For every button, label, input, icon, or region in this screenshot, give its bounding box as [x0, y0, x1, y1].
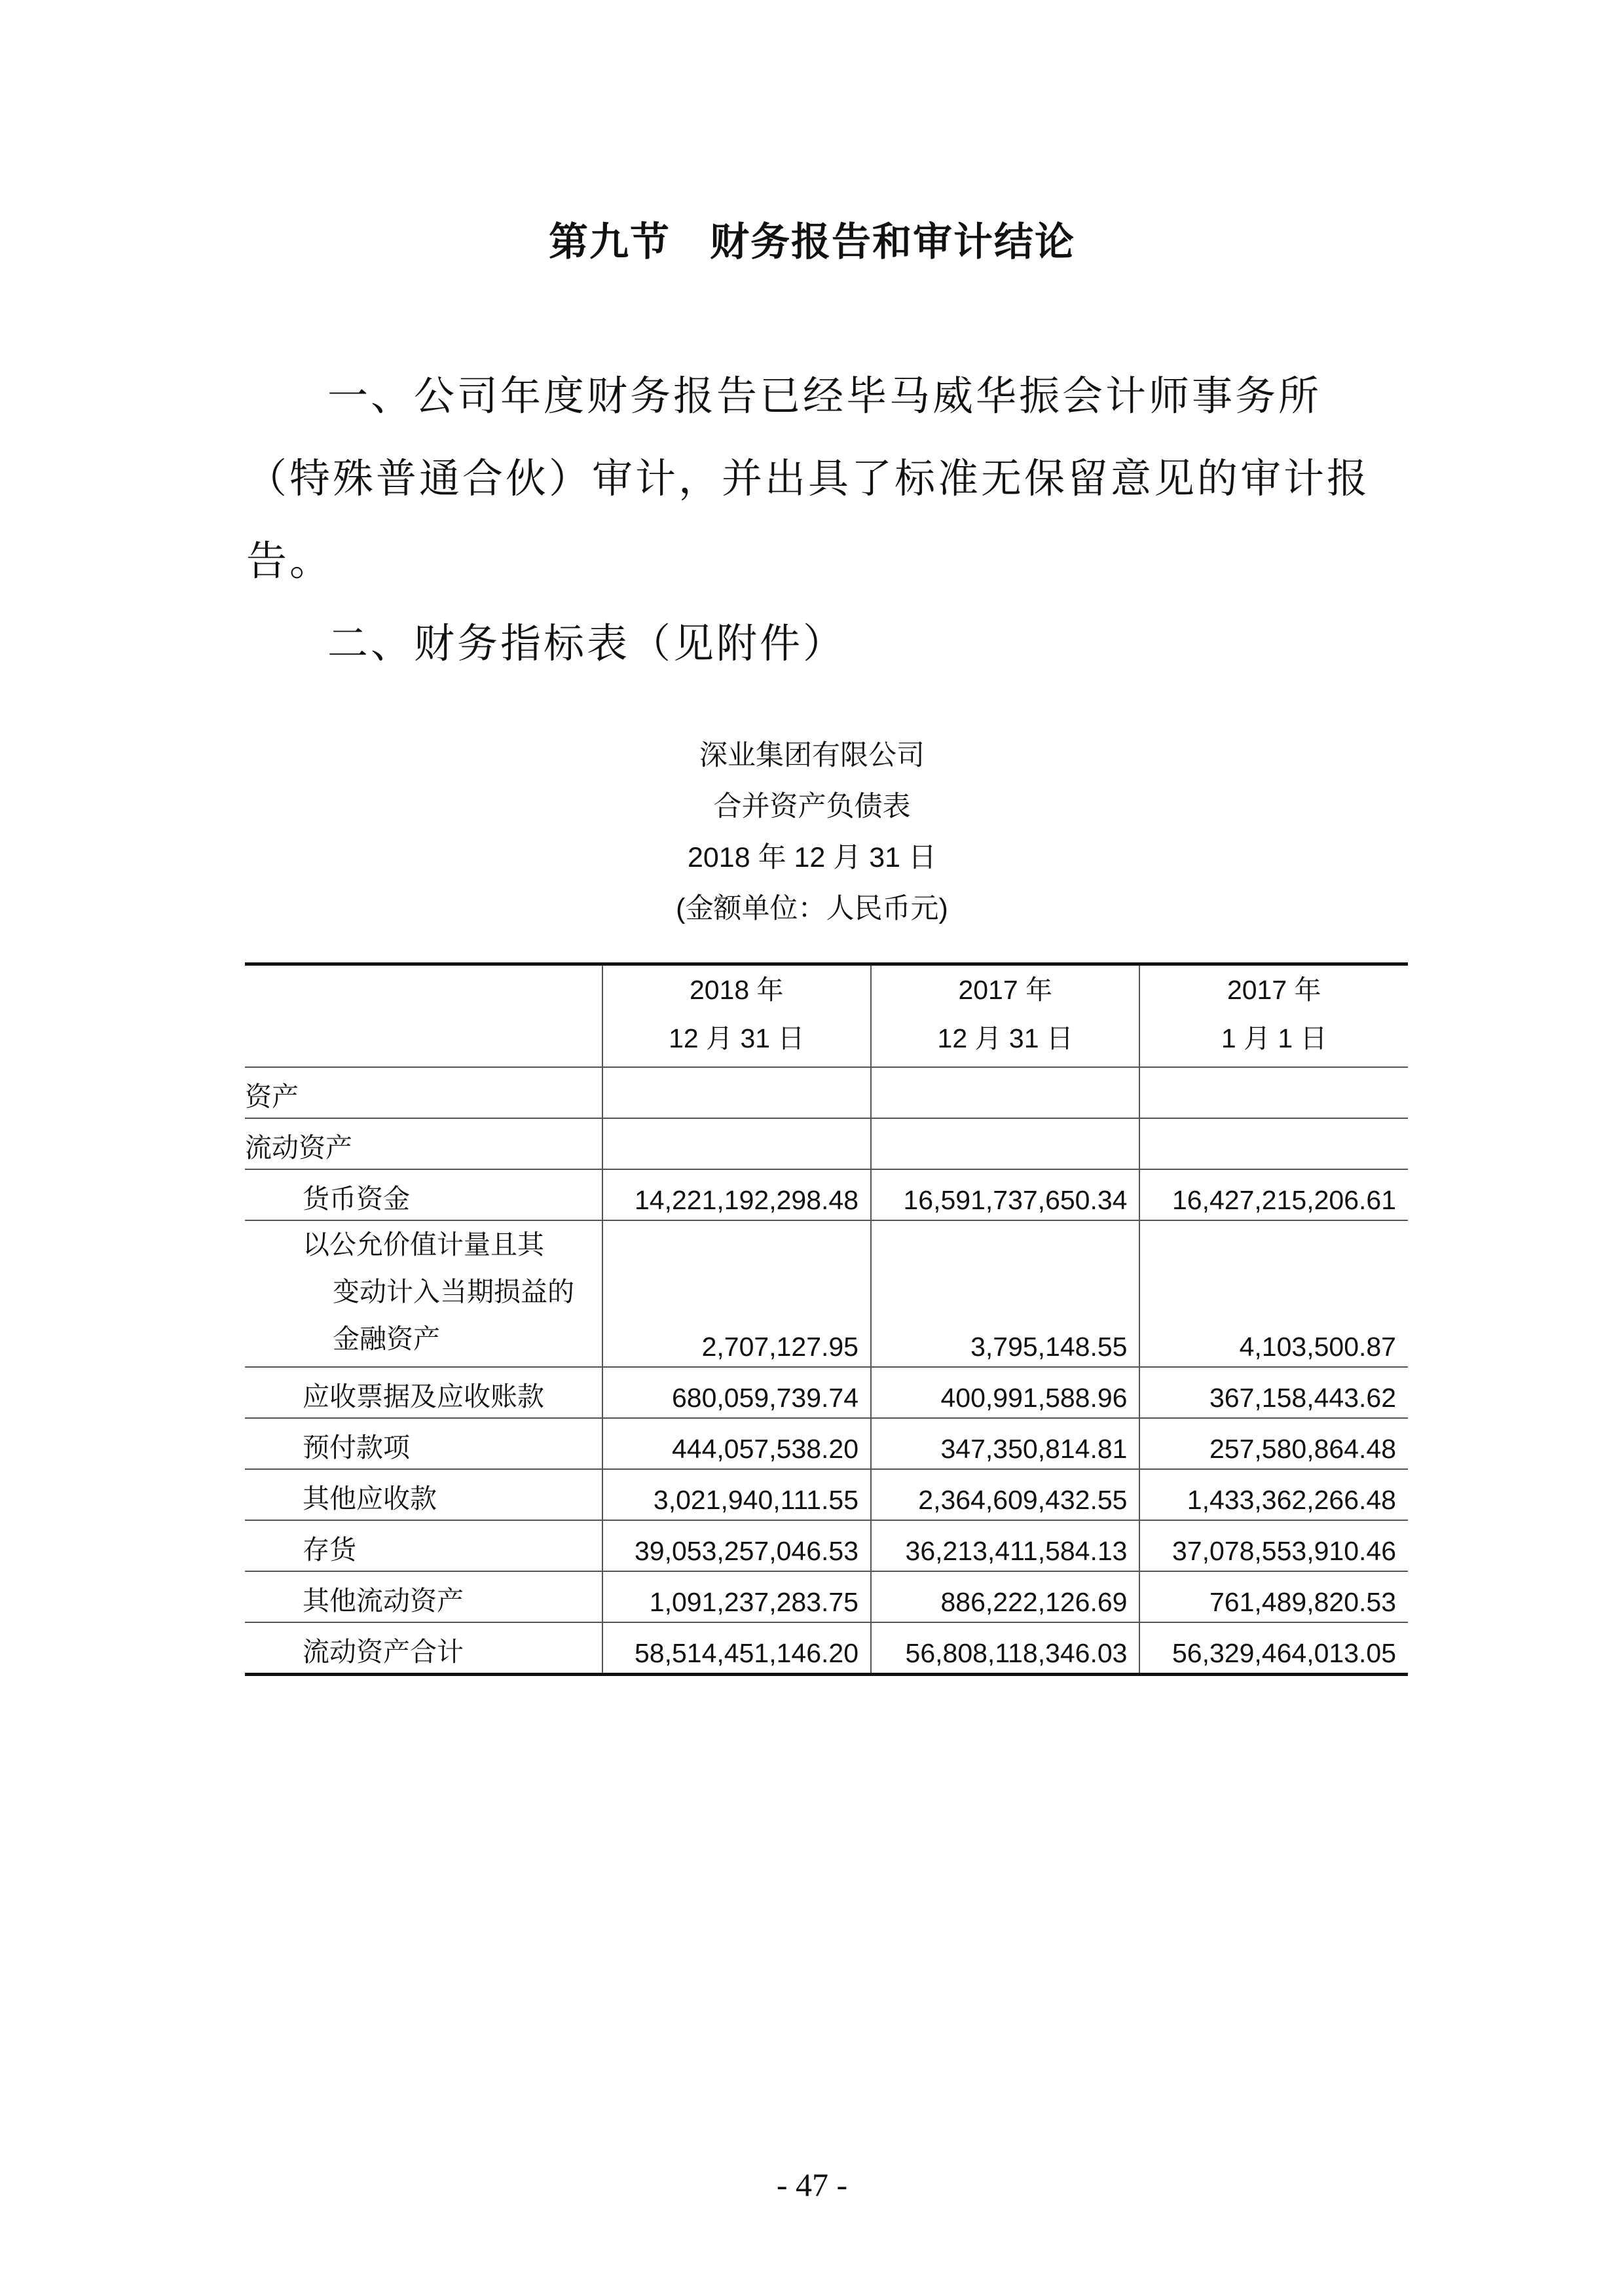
value-cell: 36,213,411,584.13: [871, 1520, 1139, 1571]
value-cell: 58,514,451,146.20: [602, 1622, 871, 1675]
value-cell: [871, 1067, 1139, 1118]
row-label: 应收票据及应收账款: [245, 1367, 602, 1418]
row-label: 流动资产: [245, 1118, 602, 1169]
value-cell: 2,707,127.95: [602, 1220, 871, 1367]
value-cell: 886,222,126.69: [871, 1571, 1139, 1622]
value-cell: 367,158,443.62: [1139, 1367, 1408, 1418]
value-cell: 680,059,739.74: [602, 1367, 871, 1418]
value-cell: 3,021,940,111.55: [602, 1469, 871, 1520]
header-col-2: 2017 年 12 月 31 日: [871, 964, 1139, 1068]
value-cell: 14,221,192,298.48: [602, 1169, 871, 1220]
value-cell: 4,103,500.87: [1139, 1220, 1408, 1367]
value-cell: 761,489,820.53: [1139, 1571, 1408, 1622]
value-cell: 56,329,464,013.05: [1139, 1622, 1408, 1675]
value-cell: 444,057,538.20: [602, 1418, 871, 1469]
table-header-row: [245, 964, 1408, 1068]
table-row: [245, 1169, 1408, 1220]
statement-name: 合并资产负债表: [713, 791, 911, 822]
row-label: 预付款项: [245, 1418, 602, 1469]
row-label: 流动资产合计: [245, 1622, 602, 1675]
value-cell: 1,091,237,283.75: [602, 1571, 871, 1622]
table-row: [245, 1067, 1408, 1118]
value-cell: [602, 1067, 871, 1118]
company-name: 深业集团有限公司: [699, 740, 925, 771]
table-row: [245, 1469, 1408, 1520]
value-cell: 16,427,215,206.61: [1139, 1169, 1408, 1220]
row-label: 存货: [245, 1520, 602, 1571]
table-row: [245, 1520, 1408, 1571]
row-label: 资产: [245, 1067, 602, 1118]
value-cell: 1,433,362,266.48: [1139, 1469, 1408, 1520]
indicator-paragraph: 二、财务指标表（见附件）: [327, 619, 847, 667]
table-row: [245, 1622, 1408, 1675]
value-cell: 2,364,609,432.55: [871, 1469, 1139, 1520]
header-col-1: 2018 年 12 月 31 日: [602, 964, 871, 1068]
value-cell: 16,591,737,650.34: [871, 1169, 1139, 1220]
table-row: [245, 1367, 1408, 1418]
value-cell: 37,078,553,910.46: [1139, 1520, 1408, 1571]
value-cell: 56,808,118,346.03: [871, 1622, 1139, 1675]
value-cell: [871, 1118, 1139, 1169]
value-cell: [1139, 1118, 1408, 1169]
row-label: 以公允价值计量且其 变动计入当期损益的 金融资产: [245, 1220, 602, 1367]
table-row: [245, 1571, 1408, 1622]
value-cell: 257,580,864.48: [1139, 1418, 1408, 1469]
row-label: 货币资金: [245, 1169, 602, 1220]
value-cell: [602, 1118, 871, 1169]
section-number: 第九节: [549, 219, 671, 265]
balance-sheet-table: [245, 962, 1408, 1676]
value-cell: 3,795,148.55: [871, 1220, 1139, 1367]
section-name: 财务报告和审计结论: [710, 219, 1075, 265]
page-number: - 47 -: [776, 2166, 848, 2203]
row-label: 其他应收款: [245, 1469, 602, 1520]
currency-unit: (金额单位：人民币元): [676, 893, 948, 924]
section-title: [0, 211, 1624, 267]
row-label: 其他流动资产: [245, 1571, 602, 1622]
value-cell: 39,053,257,046.53: [602, 1520, 871, 1571]
statement-date: 2018 年 12 月 31 日: [687, 842, 937, 873]
table-row: [245, 1418, 1408, 1469]
value-cell: 347,350,814.81: [871, 1418, 1139, 1469]
audit-paragraph: 一、公司年度财务报告已经毕马威华振会计师事务所（特殊普通合伙）审计，并出具了标准无保留意见的审计报告。: [246, 372, 1371, 585]
value-cell: 400,991,588.96: [871, 1367, 1139, 1418]
header-col-3: 2017 年 1 月 1 日: [1139, 964, 1408, 1068]
table-row: [245, 1220, 1408, 1367]
value-cell: [1139, 1067, 1408, 1118]
table-row: [245, 1118, 1408, 1169]
header-blank-cell: [245, 964, 602, 1068]
